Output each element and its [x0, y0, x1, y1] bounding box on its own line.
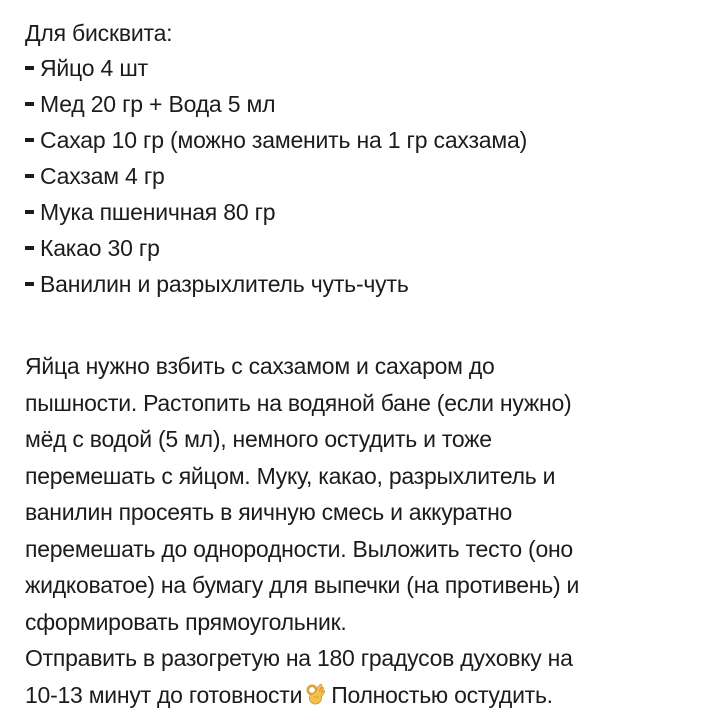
ingredient-text: Сахар 10 гр (можно заменить на 1 гр сахзама)	[40, 127, 528, 153]
ok-hand-icon	[305, 680, 327, 704]
bullet-dash	[25, 138, 34, 142]
instruction-line: Отправить в разогретую на 180 градусов духовку на	[25, 645, 573, 671]
bullet-dash	[25, 246, 34, 250]
instruction-text: 10-13 минут до готовности	[25, 681, 303, 708]
ingredient-item	[25, 194, 705, 230]
bullet-dash	[25, 210, 34, 214]
ingredient-item	[25, 266, 705, 302]
ingredient-text: Мука пшеничная 80 гр	[40, 199, 276, 225]
instruction-line: пышности. Растопить на водяной бане (если нужно)	[25, 389, 572, 416]
instruction-line: перемешать до однородности. Выложить тесто (оно	[25, 535, 573, 562]
ingredients-list	[25, 50, 705, 302]
instruction-line: сформировать прямоугольник.	[25, 608, 347, 635]
ingredient-text: Яйцо 4 шт	[40, 55, 148, 81]
bullet-dash	[25, 174, 34, 178]
ingredient-text: Какао 30 гр	[40, 235, 160, 261]
bullet-dash	[25, 282, 34, 286]
recipe-document	[25, 16, 705, 713]
instruction-line: жидковатое) на бумагу для выпечки (на противень) и	[25, 572, 580, 598]
ingredient-item	[25, 50, 705, 86]
bullet-dash	[25, 66, 34, 70]
ingredient-text: Сахзам 4 гр	[40, 163, 165, 189]
bullet-dash	[25, 102, 34, 106]
instructions-paragraph	[25, 348, 705, 713]
ingredient-item	[25, 230, 705, 266]
instruction-text: Полностью остудить.	[331, 681, 553, 708]
ingredient-item	[25, 158, 705, 194]
instruction-line: мёд с водой (5 мл), немного остудить и тоже	[25, 426, 492, 452]
paragraph-spacer	[25, 302, 705, 348]
instruction-line: перемешать с яйцом. Муку, какао, разрыхлитель и	[25, 462, 556, 489]
ingredient-text: Ванилин и разрыхлитель чуть-чуть	[40, 271, 409, 297]
ingredient-item	[25, 86, 705, 122]
instruction-line-last	[25, 677, 705, 714]
ingredient-text: Мед 20 гр + Вода 5 мл	[40, 91, 276, 117]
instruction-line: Яйца нужно взбить с сахзамом и сахаром до	[25, 353, 495, 379]
instruction-line: ванилин просеять в яичную смесь и аккуратно	[25, 499, 513, 525]
ingredient-item	[25, 122, 705, 158]
recipe-title: Для бисквита:	[25, 20, 173, 46]
